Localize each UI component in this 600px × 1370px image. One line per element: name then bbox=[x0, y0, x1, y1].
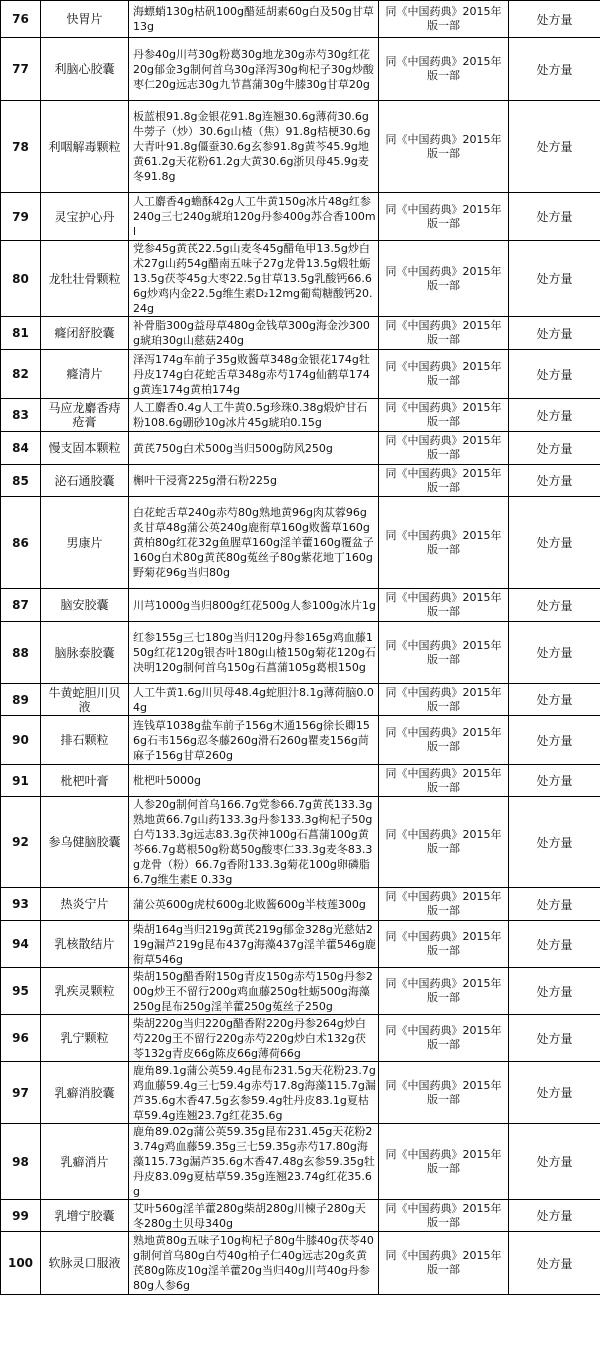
drug-name: 乳疾灵颗粒 bbox=[41, 968, 129, 1015]
table-row bbox=[1, 241, 600, 317]
category: 处方量 bbox=[509, 193, 600, 241]
table-row bbox=[1, 1015, 600, 1062]
category: 处方量 bbox=[509, 101, 600, 193]
composition: 板蓝根91.8g金银花91.8g连翘30.6g薄荷30.6g牛蒡子（炒）30.6g山楂（焦）91.8g桔梗30.6g大青叶91.8g僵蚕30.6g玄参91.8g黄芩45.9g地黄61.2g天花粉61.2g大黄30.6g浙贝母45.9g麦冬91.8g bbox=[129, 101, 379, 193]
drug-name: 癃闭舒胶囊 bbox=[41, 317, 129, 350]
composition: 槲叶干浸膏225g滑石粉225g bbox=[129, 465, 379, 497]
row-number: 94 bbox=[1, 921, 41, 968]
table-row bbox=[1, 888, 600, 921]
standard: 同《中国药典》2015年版一部 bbox=[379, 968, 509, 1015]
standard: 同《中国药典》2015年版一部 bbox=[379, 101, 509, 193]
row-number: 80 bbox=[1, 241, 41, 317]
category: 处方量 bbox=[509, 399, 600, 432]
table-row bbox=[1, 1124, 600, 1200]
table-row bbox=[1, 101, 600, 193]
standard: 同《中国药典》2015年版一部 bbox=[379, 241, 509, 317]
composition: 黄芪750g白术500g当归500g防风250g bbox=[129, 432, 379, 465]
drug-name: 慢支固本颗粒 bbox=[41, 432, 129, 465]
category: 处方量 bbox=[509, 432, 600, 465]
table-row bbox=[1, 589, 600, 622]
category: 处方量 bbox=[509, 589, 600, 622]
standard: 同《中国药典》2015年版一部 bbox=[379, 497, 509, 589]
category: 处方量 bbox=[509, 684, 600, 716]
category: 处方量 bbox=[509, 317, 600, 350]
composition: 柴胡150g醋香附150g青皮150g赤芍150g丹参200g炒王不留行200g鸡血藤250g牡蛎500g海藻250g昆布250g淫羊藿250g菟丝子250g bbox=[129, 968, 379, 1015]
category: 处方量 bbox=[509, 888, 600, 921]
composition: 连钱草1038g盐车前子156g木通156g徐长卿156g石韦156g忍冬藤260g滑石260g瞿麦156g苘麻子156g甘草260g bbox=[129, 716, 379, 765]
standard: 同《中国药典》2015年版一部 bbox=[379, 921, 509, 968]
row-number: 91 bbox=[1, 765, 41, 797]
table-row bbox=[1, 350, 600, 399]
table-row bbox=[1, 497, 600, 589]
standard: 同《中国药典》2015年版一部 bbox=[379, 1232, 509, 1295]
row-number: 89 bbox=[1, 684, 41, 716]
standard: 同《中国药典》2015年版一部 bbox=[379, 193, 509, 241]
drug-name: 泌石通胶囊 bbox=[41, 465, 129, 497]
standard: 同《中国药典》2015年版一部 bbox=[379, 888, 509, 921]
table-row bbox=[1, 432, 600, 465]
drug-name: 马应龙麝香痔疮膏 bbox=[41, 399, 129, 432]
standard: 同《中国药典》2015年版一部 bbox=[379, 1200, 509, 1232]
row-number: 81 bbox=[1, 317, 41, 350]
category: 处方量 bbox=[509, 765, 600, 797]
category: 处方量 bbox=[509, 921, 600, 968]
drug-name: 癃清片 bbox=[41, 350, 129, 399]
composition: 白花蛇舌草240g赤芍80g熟地黄96g肉苁蓉96g炙甘草48g蒲公英240g鹿衔草160g败酱草160g黄柏80g红花32g鱼腥草160g淫羊藿160g覆盆子160g白术80g黄芪80g菟丝子80g紫花地丁160g野菊花96g当归80g bbox=[129, 497, 379, 589]
row-number: 85 bbox=[1, 465, 41, 497]
table-row bbox=[1, 38, 600, 101]
row-number: 87 bbox=[1, 589, 41, 622]
drug-name: 灵宝护心丹 bbox=[41, 193, 129, 241]
composition: 柴胡164g当归219g黄芪219g郁金328g光慈姑219g漏芦219g昆布437g海藻437g淫羊藿546g鹿衔草546g bbox=[129, 921, 379, 968]
drug-name: 乳癖消片 bbox=[41, 1124, 129, 1200]
standard: 同《中国药典》2015年版一部 bbox=[379, 465, 509, 497]
row-number: 92 bbox=[1, 797, 41, 888]
row-number: 95 bbox=[1, 968, 41, 1015]
row-number: 77 bbox=[1, 38, 41, 101]
category: 处方量 bbox=[509, 1232, 600, 1295]
standard: 同《中国药典》2015年版一部 bbox=[379, 38, 509, 101]
table-row bbox=[1, 684, 600, 716]
table-row bbox=[1, 1200, 600, 1232]
category: 处方量 bbox=[509, 1062, 600, 1124]
standard: 同《中国药典》2015年版一部 bbox=[379, 684, 509, 716]
table-row bbox=[1, 622, 600, 684]
standard: 同《中国药典》2015年版一部 bbox=[379, 589, 509, 622]
drug-name: 牛黄蛇胆川贝液 bbox=[41, 684, 129, 716]
drug-name: 热炎宁片 bbox=[41, 888, 129, 921]
standard: 同《中国药典》2015年版一部 bbox=[379, 765, 509, 797]
composition: 艾叶560g淫羊藿280g柴胡280g川楝子280g天冬280g土贝母340g bbox=[129, 1200, 379, 1232]
drug-name: 枇杷叶膏 bbox=[41, 765, 129, 797]
composition: 熟地黄80g五味子10g枸杞子80g牛膝40g茯苓40g制何首乌80g白芍40g柏子仁40g远志20g炙黄芪80g陈皮10g淫羊藿20g当归40g川芎40g丹参80g人参6g bbox=[129, 1232, 379, 1295]
drug-name: 快胃片 bbox=[41, 1, 129, 38]
drug-name: 利咽解毒颗粒 bbox=[41, 101, 129, 193]
standard: 同《中国药典》2015年版一部 bbox=[379, 1062, 509, 1124]
drug-name: 脑脉泰胶囊 bbox=[41, 622, 129, 684]
drug-name: 参乌健脑胶囊 bbox=[41, 797, 129, 888]
drug-name: 乳宁颗粒 bbox=[41, 1015, 129, 1062]
table-row bbox=[1, 921, 600, 968]
composition: 丹参40g川芎30g粉葛30g地龙30g赤芍30g红花20g郁金3g制何首乌30g泽泻30g枸杞子30g炒酸枣仁20g远志30g九节菖蒲30g牛膝30g甘草20g bbox=[129, 38, 379, 101]
table-row bbox=[1, 716, 600, 765]
row-number: 88 bbox=[1, 622, 41, 684]
composition: 人工麝香4g蟾酥42g人工牛黄150g冰片48g红参240g三七240g琥珀120g丹参400g苏合香100ml bbox=[129, 193, 379, 241]
row-number: 86 bbox=[1, 497, 41, 589]
composition: 红参155g三七180g当归120g丹参165g鸡血藤150g红花120g银杏叶180g山楂150g菊花120g石决明120g制何首乌150g石菖蒲105g葛根150g bbox=[129, 622, 379, 684]
row-number: 82 bbox=[1, 350, 41, 399]
row-number: 99 bbox=[1, 1200, 41, 1232]
row-number: 78 bbox=[1, 101, 41, 193]
drug-name: 排石颗粒 bbox=[41, 716, 129, 765]
standard: 同《中国药典》2015年版一部 bbox=[379, 317, 509, 350]
composition: 鹿角89.02g蒲公英59.35g昆布231.45g天花粉23.74g鸡血藤59.35g三七59.35g赤芍17.80g海藻115.73g漏芦35.6g木香47.48g玄参59.35g牡丹皮83.09g夏枯草59.35g连翘23.74g红花35.6g bbox=[129, 1124, 379, 1200]
composition: 泽泻174g车前子35g败酱草348g金银花174g牡丹皮174g白花蛇舌草348g赤芍174g仙鹤草174g黄连174g黄柏174g bbox=[129, 350, 379, 399]
row-number: 93 bbox=[1, 888, 41, 921]
category: 处方量 bbox=[509, 1015, 600, 1062]
composition: 蒲公英600g虎杖600g北败酱600g半枝莲300g bbox=[129, 888, 379, 921]
table-row bbox=[1, 765, 600, 797]
composition: 人参20g制何首乌166.7g党参66.7g黄芪133.3g熟地黄66.7g山药133.3g丹参133.3g枸杞子50g白芍133.3g远志83.3g茯神100g石菖蒲100g黄芩66.7g葛根50g粉葛50g酸枣仁33.3g麦冬83.3g龙骨（粉）66.7g香附133.3g菊花100g卵磷脂6.7g维生素E 0.33g bbox=[129, 797, 379, 888]
row-number: 79 bbox=[1, 193, 41, 241]
category: 处方量 bbox=[509, 497, 600, 589]
standard: 同《中国药典》2015年版一部 bbox=[379, 350, 509, 399]
composition: 海螵蛸130g枯矾100g醋延胡素60g白及50g甘草13g bbox=[129, 1, 379, 38]
table-row bbox=[1, 968, 600, 1015]
table-row bbox=[1, 1, 600, 38]
row-number: 97 bbox=[1, 1062, 41, 1124]
table-row bbox=[1, 1232, 600, 1295]
standard: 同《中国药典》2015年版一部 bbox=[379, 716, 509, 765]
category: 处方量 bbox=[509, 1200, 600, 1232]
table-row bbox=[1, 1062, 600, 1124]
composition: 枇杷叶5000g bbox=[129, 765, 379, 797]
table-row bbox=[1, 399, 600, 432]
drug-name: 乳核散结片 bbox=[41, 921, 129, 968]
drug-name: 乳癖消胶囊 bbox=[41, 1062, 129, 1124]
composition: 党参45g黄芪22.5g山麦冬45g醋龟甲13.5g炒白术27g山药54g醋南五味子27g龙骨13.5g煅牡蛎13.5g茯苓45g大枣22.5g甘草13.5g乳酸钙66.66g炒鸡内金22.5g维生素D₂12mg葡萄糖酸钙20.24g bbox=[129, 241, 379, 317]
table-row bbox=[1, 317, 600, 350]
table-row bbox=[1, 465, 600, 497]
row-number: 76 bbox=[1, 1, 41, 38]
composition: 柴胡220g当归220g醋香附220g丹参264g炒白芍220g王不留行220g赤芍220g炒白术132g茯苓132g青皮66g陈皮66g薄荷66g bbox=[129, 1015, 379, 1062]
category: 处方量 bbox=[509, 465, 600, 497]
drug-name: 龙牡壮骨颗粒 bbox=[41, 241, 129, 317]
standard: 同《中国药典》2015年版一部 bbox=[379, 1, 509, 38]
standard: 同《中国药典》2015年版一部 bbox=[379, 432, 509, 465]
category: 处方量 bbox=[509, 1, 600, 38]
category: 处方量 bbox=[509, 38, 600, 101]
row-number: 100 bbox=[1, 1232, 41, 1295]
category: 处方量 bbox=[509, 716, 600, 765]
composition: 人工牛黄1.6g川贝母48.4g蛇胆汁8.1g薄荷脑0.04g bbox=[129, 684, 379, 716]
drug-name: 利脑心胶囊 bbox=[41, 38, 129, 101]
category: 处方量 bbox=[509, 1124, 600, 1200]
row-number: 98 bbox=[1, 1124, 41, 1200]
row-number: 83 bbox=[1, 399, 41, 432]
composition: 人工麝香0.4g人工牛黄0.5g珍珠0.38g煅炉甘石粉108.6g硼砂10g冰片45g琥珀0.15g bbox=[129, 399, 379, 432]
table-row bbox=[1, 193, 600, 241]
drug-name: 软脉灵口服液 bbox=[41, 1232, 129, 1295]
composition: 补骨脂300g益母草480g金钱草300g海金沙300g琥珀30g山慈菇240g bbox=[129, 317, 379, 350]
category: 处方量 bbox=[509, 350, 600, 399]
category: 处方量 bbox=[509, 241, 600, 317]
table-row bbox=[1, 797, 600, 888]
standard: 同《中国药典》2015年版一部 bbox=[379, 622, 509, 684]
drug-name: 乳增宁胶囊 bbox=[41, 1200, 129, 1232]
drug-name: 脑安胶囊 bbox=[41, 589, 129, 622]
composition: 川芎1000g当归800g红花500g人参100g冰片1g bbox=[129, 589, 379, 622]
category: 处方量 bbox=[509, 968, 600, 1015]
composition: 鹿角89.1g蒲公英59.4g昆布231.5g天花粉23.7g鸡血藤59.4g三七59.4g赤芍17.8g海藻115.7g漏芦35.6g木香47.5g玄参59.4g牡丹皮83.1g夏枯草59.4g连翘23.7g红花35.6g bbox=[129, 1062, 379, 1124]
row-number: 90 bbox=[1, 716, 41, 765]
standard: 同《中国药典》2015年版一部 bbox=[379, 1124, 509, 1200]
category: 处方量 bbox=[509, 797, 600, 888]
row-number: 96 bbox=[1, 1015, 41, 1062]
standard: 同《中国药典》2015年版一部 bbox=[379, 1015, 509, 1062]
standard: 同《中国药典》2015年版一部 bbox=[379, 399, 509, 432]
standard: 同《中国药典》2015年版一部 bbox=[379, 797, 509, 888]
row-number: 84 bbox=[1, 432, 41, 465]
drug-table-body bbox=[1, 1, 600, 1295]
category: 处方量 bbox=[509, 622, 600, 684]
drug-name: 男康片 bbox=[41, 497, 129, 589]
